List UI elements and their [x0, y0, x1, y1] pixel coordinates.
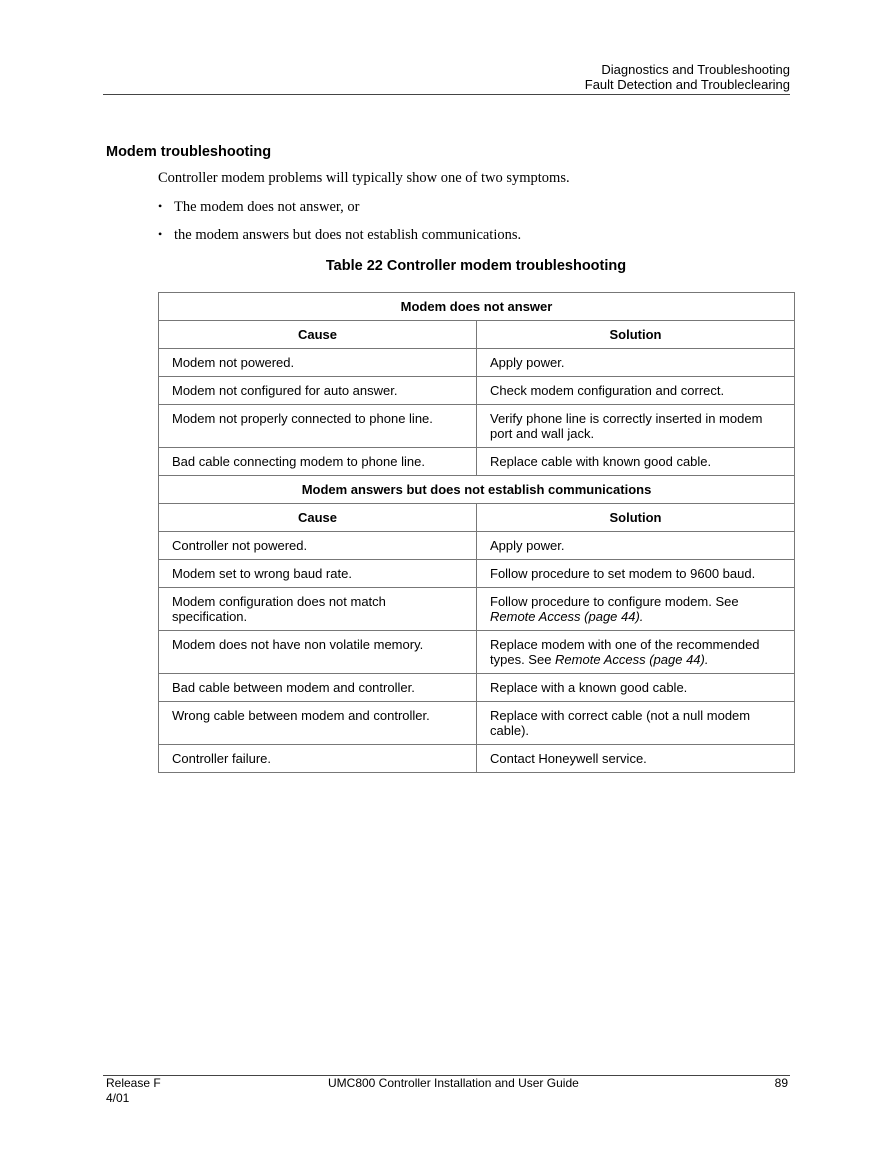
- cause-header: Cause: [159, 504, 477, 532]
- solution-cell: [477, 377, 795, 405]
- intro-paragraph: Controller modem problems will typically show one of two symptoms.: [158, 170, 570, 186]
- cause-cell: Wrong cable between modem and controller.: [159, 702, 477, 745]
- header-chapter: Diagnostics and Troubleshooting: [601, 62, 790, 77]
- table-caption: Table 22 Controller modem troubleshooting: [325, 258, 627, 274]
- solution-text: Verify phone line is correctly inserted in modem port and wall jack.: [490, 411, 763, 441]
- troubleshooting-table: [158, 292, 795, 773]
- cause-cell: Bad cable between modem and controller.: [159, 674, 477, 702]
- solution-cell: [477, 560, 795, 588]
- cause-cell: Modem set to wrong baud rate.: [159, 560, 477, 588]
- solution-text: Apply power.: [490, 538, 565, 553]
- solution-text: Follow procedure to configure modem. See: [490, 594, 739, 609]
- solution-cell: [477, 702, 795, 745]
- cause-cell: Bad cable connecting modem to phone line.: [159, 448, 477, 476]
- solution-cell: [477, 448, 795, 476]
- cause-cell: Modem not powered.: [159, 349, 477, 377]
- bullet-glyph: •: [158, 227, 163, 241]
- table-row: [159, 560, 795, 588]
- table-column-headers: [159, 321, 795, 349]
- bullet-text: The modem does not answer, or: [174, 199, 360, 215]
- table-section-header: [159, 476, 795, 504]
- bullet-text: the modem answers but does not establish communications.: [174, 227, 522, 243]
- cause-header: Cause: [159, 321, 477, 349]
- solution-cell: [477, 588, 795, 631]
- table-row: [159, 405, 795, 448]
- solution-cell: [477, 532, 795, 560]
- solution-text: Contact Honeywell service.: [490, 751, 647, 766]
- bullet-glyph: •: [158, 199, 163, 213]
- release-label: Release F: [106, 1076, 161, 1090]
- solution-text: Follow procedure to set modem to 9600 baud.: [490, 566, 756, 581]
- table-row: [159, 631, 795, 674]
- cross-reference: Remote Access (page 44).: [490, 609, 644, 624]
- cross-reference: Remote Access (page 44).: [555, 652, 709, 667]
- solution-header: Solution: [477, 504, 795, 532]
- solution-text: Apply power.: [490, 355, 565, 370]
- table-row: [159, 532, 795, 560]
- release-date: 4/01: [106, 1091, 130, 1105]
- solution-text: Replace with a known good cable.: [490, 680, 688, 695]
- cause-cell: Modem configuration does not match specification.: [159, 588, 477, 631]
- footer-guide-title: UMC800 Controller Installation and User Guide: [328, 1076, 579, 1090]
- table-section-header: [159, 293, 795, 321]
- solution-cell: [477, 674, 795, 702]
- table-column-headers: [159, 504, 795, 532]
- section-heading: Modem does not answer: [159, 293, 795, 321]
- section-heading: Modem answers but does not establish communications: [159, 476, 795, 504]
- table-row: [159, 588, 795, 631]
- table-row: [159, 702, 795, 745]
- table-row: [159, 674, 795, 702]
- cause-cell: Controller failure.: [159, 745, 477, 773]
- solution-header: Solution: [477, 321, 795, 349]
- section-title: Modem troubleshooting: [106, 144, 272, 160]
- solution-cell: [477, 405, 795, 448]
- solution-text: Check modem configuration and correct.: [490, 383, 725, 398]
- cause-cell: Modem not properly connected to phone line.: [159, 405, 477, 448]
- footer-release: [106, 1076, 161, 1106]
- solution-text: Replace with correct cable (not a null modem cable).: [490, 708, 751, 738]
- table-row: [159, 745, 795, 773]
- solution-cell: [477, 745, 795, 773]
- header-section: Fault Detection and Troubleclearing: [584, 77, 790, 92]
- solution-cell: [477, 349, 795, 377]
- running-header: [103, 62, 790, 92]
- solution-cell: [477, 631, 795, 674]
- table-row: [159, 448, 795, 476]
- page-number: 89: [774, 1076, 788, 1090]
- solution-text: Replace cable with known good cable.: [490, 454, 712, 469]
- solution-text: Replace modem with one of the recommended types. See: [490, 637, 760, 667]
- cause-cell: Modem not configured for auto answer.: [159, 377, 477, 405]
- table-row: [159, 377, 795, 405]
- table-row: [159, 349, 795, 377]
- cause-cell: Controller not powered.: [159, 532, 477, 560]
- header-divider: [103, 94, 790, 95]
- cause-cell: Modem does not have non volatile memory.: [159, 631, 477, 674]
